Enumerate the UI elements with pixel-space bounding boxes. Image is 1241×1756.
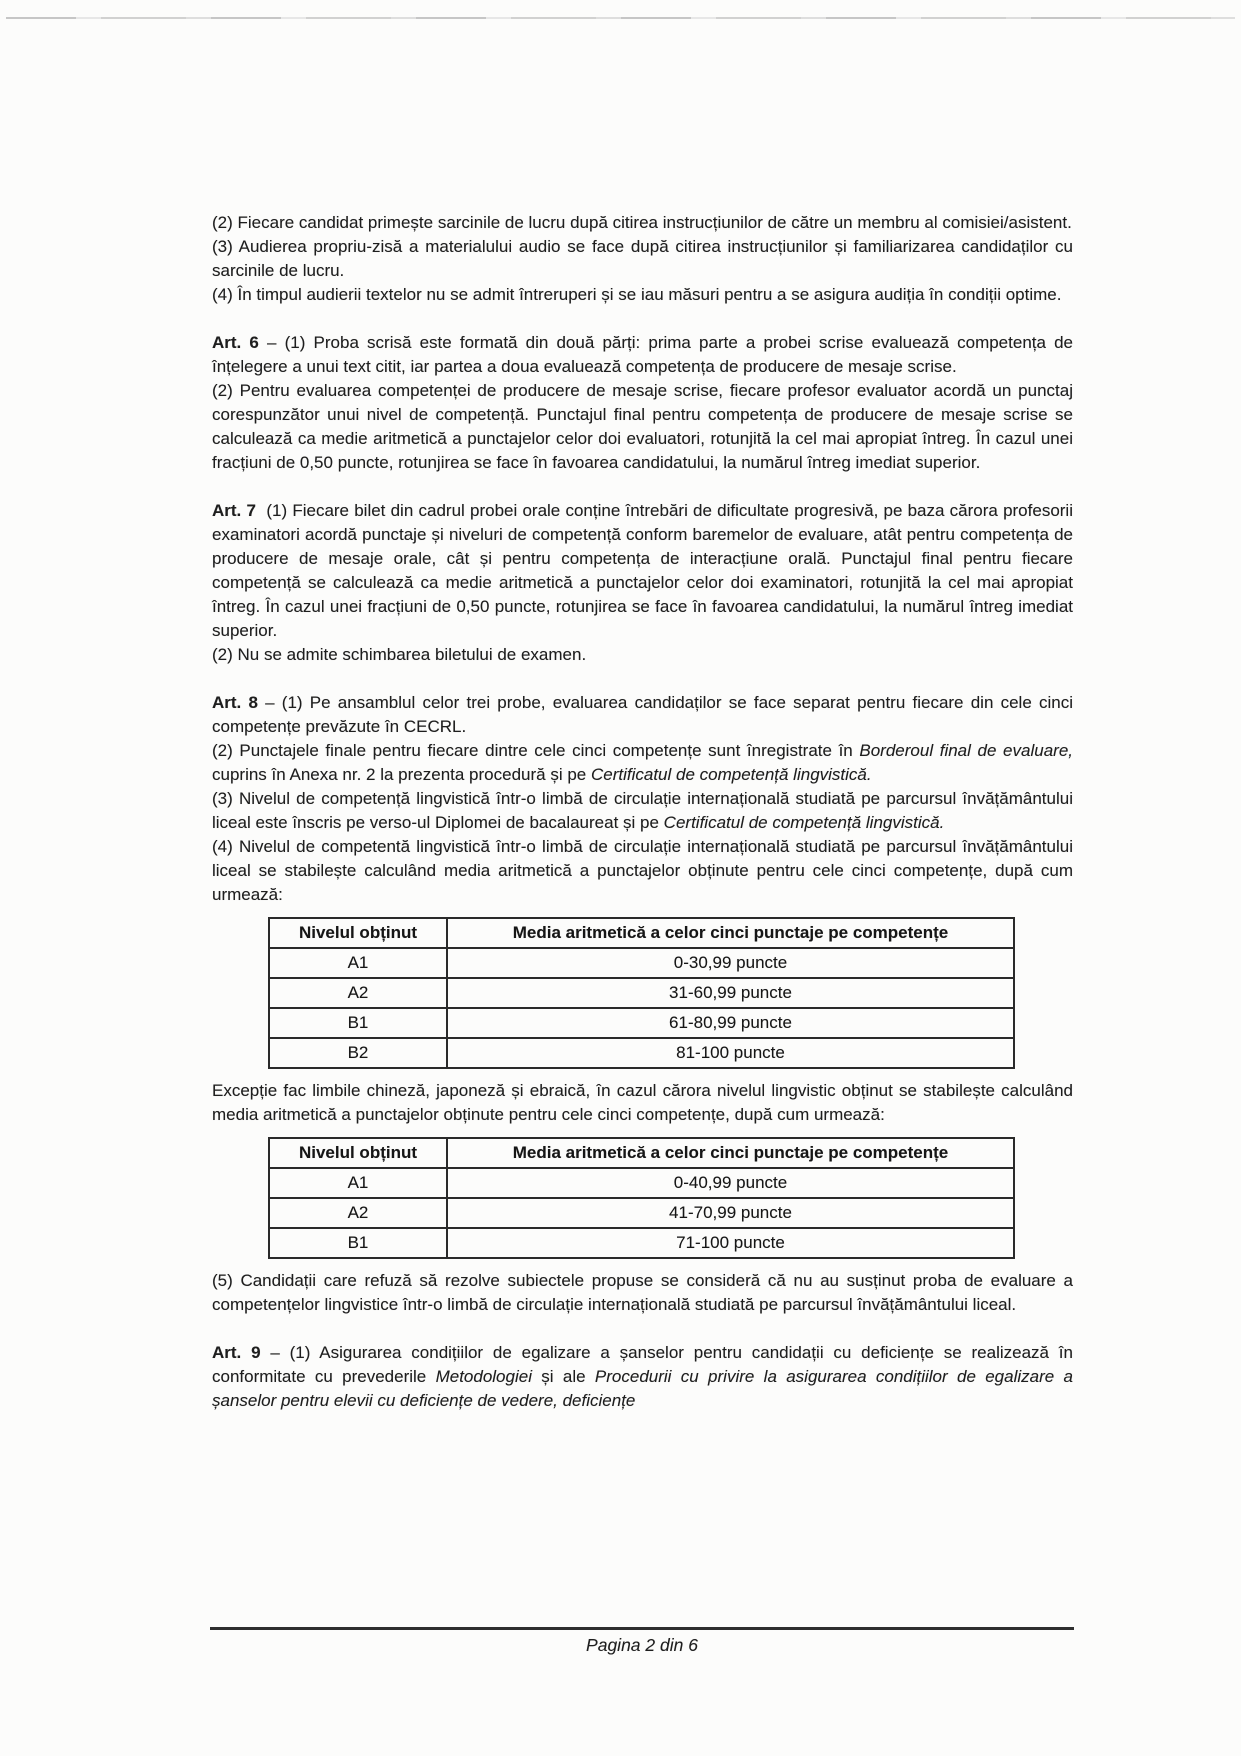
table-row xyxy=(269,1008,1014,1038)
paragraph-text: (5) Candidații care refuză să rezolve subiectele propuse se consideră că nu au susținut proba de evaluare a competențelor lingvistice într-o limbă de circulație internațională studiată pe parcursul învățământului liceal. xyxy=(212,1271,1073,1314)
italic-term: Metodologiei xyxy=(435,1367,532,1386)
column-header-average: Media aritmetică a celor cinci punctaje pe competențe xyxy=(447,918,1014,948)
article-number: Art. 8 xyxy=(212,693,258,712)
level-cell: A1 xyxy=(269,948,447,978)
paragraph-art6-alin2 xyxy=(212,379,1073,475)
paragraph-art5-alin4 xyxy=(212,283,1073,307)
italic-term: Certificatul de competență lingvistică. xyxy=(663,813,945,832)
paragraph-text: – (1) Pe ansamblul celor trei probe, evaluarea candidaților se face separat pentru fiecare din cele cinci competențe prevăzute în CECRL. xyxy=(212,693,1073,736)
column-header-level: Nivelul obținut xyxy=(269,1138,447,1168)
paragraph-text: (2) Fiecare candidat primește sarcinile de lucru după citirea instrucțiunilor de către un membru al comisiei/asistent. xyxy=(212,213,1072,232)
italic-term: Certificatul de competență lingvistică. xyxy=(590,765,872,784)
level-cell: B1 xyxy=(269,1228,447,1258)
paragraph-text: (4) Nivelul de competentă lingvistică într-o limbă de circulație internațională studiată pe parcursul învățământului liceal se stabilește calculând media aritmetică a punctajelor obținute pentru cele cinci competențe, după cum urmează: xyxy=(212,837,1073,904)
paragraph-exceptie xyxy=(212,1079,1073,1127)
paragraph-art8-alin4 xyxy=(212,835,1073,907)
level-cell: A1 xyxy=(269,1168,447,1198)
points-range-cell: 41-70,99 puncte xyxy=(447,1198,1014,1228)
italic-term: Borderoul final de evaluare, xyxy=(859,741,1073,760)
table-row xyxy=(269,1168,1014,1198)
paragraph-art8-alin5 xyxy=(212,1269,1073,1317)
points-range-cell: 0-30,99 puncte xyxy=(447,948,1014,978)
table-row xyxy=(269,948,1014,978)
paragraph-art8-alin2 xyxy=(212,739,1073,787)
points-range-cell: 71-100 puncte xyxy=(447,1228,1014,1258)
paragraph-art6-alin1 xyxy=(212,331,1073,379)
table-row xyxy=(269,1228,1014,1258)
paragraph-art8-alin3 xyxy=(212,787,1073,835)
paragraph-text: (2) Nu se admite schimbarea biletului de examen. xyxy=(212,645,587,664)
paragraph-text: Excepție fac limbile chineză, japoneză și ebraică, în cazul cărora nivelul lingvistic obținut se stabilește calculând media aritmetică a punctajelor obținute pentru cele cinci competențe, după cum urmează: xyxy=(212,1081,1073,1124)
article-number: Art. 7 xyxy=(212,501,256,520)
document-body xyxy=(212,211,1073,1413)
paragraph-art8-alin1 xyxy=(212,691,1073,739)
page-number-label: Pagina 2 din 6 xyxy=(586,1635,698,1655)
level-cell: B2 xyxy=(269,1038,447,1068)
italic-term: Procedurii cu privire la asigurarea condițiilor de egalizare a șanselor pentru elevii cu deficiențe de vedere, deficiențe xyxy=(212,1367,1073,1410)
points-range-cell: 81-100 puncte xyxy=(447,1038,1014,1068)
table-header-row xyxy=(269,1138,1014,1168)
paragraph-text: cuprins în Anexa nr. 2 la prezenta procedură și pe xyxy=(212,765,591,784)
level-cell: A2 xyxy=(269,978,447,1008)
level-cell: B1 xyxy=(269,1008,447,1038)
column-header-average: Media aritmetică a celor cinci punctaje pe competențe xyxy=(447,1138,1014,1168)
scan-artifact-line xyxy=(6,17,1235,19)
paragraph-art7-alin2 xyxy=(212,643,1073,667)
paragraph-text: (1) Fiecare bilet din cadrul probei orale conține întrebări de dificultate progresivă, pe baza cărora profesorii examinatori acordă punctaje și niveluri de competență conform baremelor de evaluare, atât pentru competența de producere de mesaje orale, cât și pentru competența de interacțiune orală. Punctajul final pentru fiecare competență se calculează ca medie aritmetică a punctajelor celor doi examinatori, rotunjită la cel mai apropiat întreg. În cazul unei fracțiuni de 0,50 puncte, rotunjirea se face în favoarea candidatului, la numărul întreg imediat superior. xyxy=(212,501,1073,640)
page-footer xyxy=(210,1627,1074,1657)
points-range-cell: 31-60,99 puncte xyxy=(447,978,1014,1008)
paragraph-text: (2) Pentru evaluarea competenței de producere de mesaje scrise, fiecare profesor evaluator acordă un punctaj corespunzător unui nivel de competență. Punctajul final pentru competența de producere de mesaje scrise se calculează ca medie aritmetică a punctajelor celor doi evaluatori, rotunjită la cel mai apropiat întreg. În cazul unei fracțiuni de 0,50 puncte, rotunjirea se face în favoarea candidatului, la numărul întreg imediat superior. xyxy=(212,381,1073,472)
score-table-general xyxy=(268,917,1015,1069)
paragraph-text: (4) În timpul audierii textelor nu se admit întreruperi și se iau măsuri pentru a se asigura audiția în condiții optime. xyxy=(212,285,1062,304)
paragraph-art7-alin1 xyxy=(212,499,1073,643)
table-header-row xyxy=(269,918,1014,948)
table-row xyxy=(269,1198,1014,1228)
paragraph-text: (2) Punctajele finale pentru fiecare dintre cele cinci competențe sunt înregistrate în xyxy=(212,741,860,760)
paragraph-art5-alin3 xyxy=(212,235,1073,283)
paragraph-text: – (1) Asigurarea condițiilor de egalizare a șanselor pentru candidații cu deficiențe se realizează în conformitate cu prevederile xyxy=(212,1343,1073,1386)
table-row xyxy=(269,978,1014,1008)
paragraph-art5-alin2 xyxy=(212,211,1073,235)
paragraph-text: (3) Nivelul de competență lingvistică într-o limbă de circulație internațională studiată pe parcursul învățământului liceal este înscris pe verso-ul Diplomei de bacalaureat și pe xyxy=(212,789,1073,832)
level-cell: A2 xyxy=(269,1198,447,1228)
article-number: Art. 6 xyxy=(212,333,259,352)
column-header-level: Nivelul obținut xyxy=(269,918,447,948)
points-range-cell: 61-80,99 puncte xyxy=(447,1008,1014,1038)
table-row xyxy=(269,1038,1014,1068)
article-number: Art. 9 xyxy=(212,1343,261,1362)
points-range-cell: 0-40,99 puncte xyxy=(447,1168,1014,1198)
paragraph-text: (3) Audierea propriu-zisă a materialului audio se face după citirea instrucțiunilor și familiarizarea candidaților cu sarcinile de lucru. xyxy=(212,237,1073,280)
paragraph-art9-alin1 xyxy=(212,1341,1073,1413)
paragraph-text: – (1) Proba scrisă este formată din două părți: prima parte a probei scrise evaluează competența de înțelegere a unui text citit, iar partea a doua evaluează competența de producere de mesaje scrise. xyxy=(212,333,1073,376)
score-table-exceptions xyxy=(268,1137,1015,1259)
paragraph-text: și ale xyxy=(531,1367,595,1386)
